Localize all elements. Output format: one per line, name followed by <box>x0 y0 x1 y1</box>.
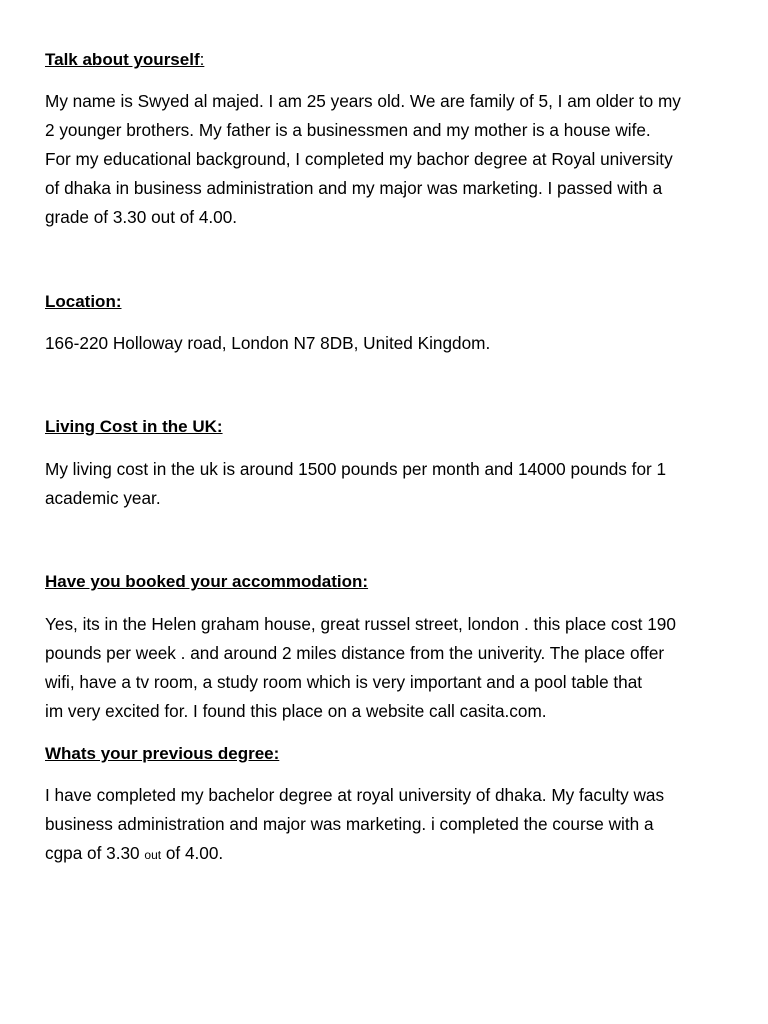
paragraph-line: Yes, its in the Helen graham house, great russel street, london . this place cost 190 <box>45 614 676 634</box>
paragraph-location <box>45 329 490 358</box>
paragraph-line: 166-220 Holloway road, London N7 8DB, United Kingdom. <box>45 333 491 353</box>
paragraph-previous-degree <box>45 781 664 870</box>
paragraph-line: 2 younger brothers. My father is a businessmen and my mother is a house wife. <box>45 120 651 140</box>
text-segment: cgpa of 3.30 <box>45 843 145 863</box>
heading-living-cost: Living Cost in the UK: <box>45 417 223 436</box>
document-page <box>45 0 735 1024</box>
paragraph-line: My name is Swyed al majed. I am 25 years old. We are family of 5, I am older to my <box>45 91 681 111</box>
paragraph-line-last <box>45 839 664 870</box>
heading-location: Location: <box>45 292 122 311</box>
paragraph-line: wifi, have a tv room, a study room which is very important and a pool table that <box>45 672 643 692</box>
paragraph-living-cost <box>45 455 666 513</box>
heading-colon: : <box>199 50 205 69</box>
paragraph-accommodation <box>45 610 676 726</box>
paragraph-line: I have completed my bachelor degree at royal university of dhaka. My faculty was <box>45 785 665 805</box>
text-segment-small: out <box>144 848 162 862</box>
paragraph-line: grade of 3.30 out of 4.00. <box>45 207 238 227</box>
heading-talk-about-yourself <box>45 50 204 70</box>
paragraph-line: business administration and major was marketing. i completed the course with a <box>45 814 654 834</box>
paragraph-line: im very excited for. I found this place on a website call casita.com. <box>45 701 547 721</box>
paragraph-line: of dhaka in business administration and my major was marketing. I passed with a <box>45 178 663 198</box>
paragraph-line: pounds per week . and around 2 miles distance from the univerity. The place offer <box>45 643 665 663</box>
heading-text: Talk about yourself <box>45 50 200 69</box>
paragraph-about <box>45 87 681 232</box>
paragraph-line: academic year. <box>45 488 161 508</box>
text-segment: of 4.00. <box>161 843 224 863</box>
heading-accommodation: Have you booked your accommodation: <box>45 572 369 591</box>
paragraph-line: For my educational background, I completed my bachor degree at Royal university <box>45 149 673 169</box>
paragraph-line: My living cost in the uk is around 1500 pounds per month and 14000 pounds for 1 <box>45 459 667 479</box>
heading-previous-degree: Whats your previous degree: <box>45 744 280 763</box>
